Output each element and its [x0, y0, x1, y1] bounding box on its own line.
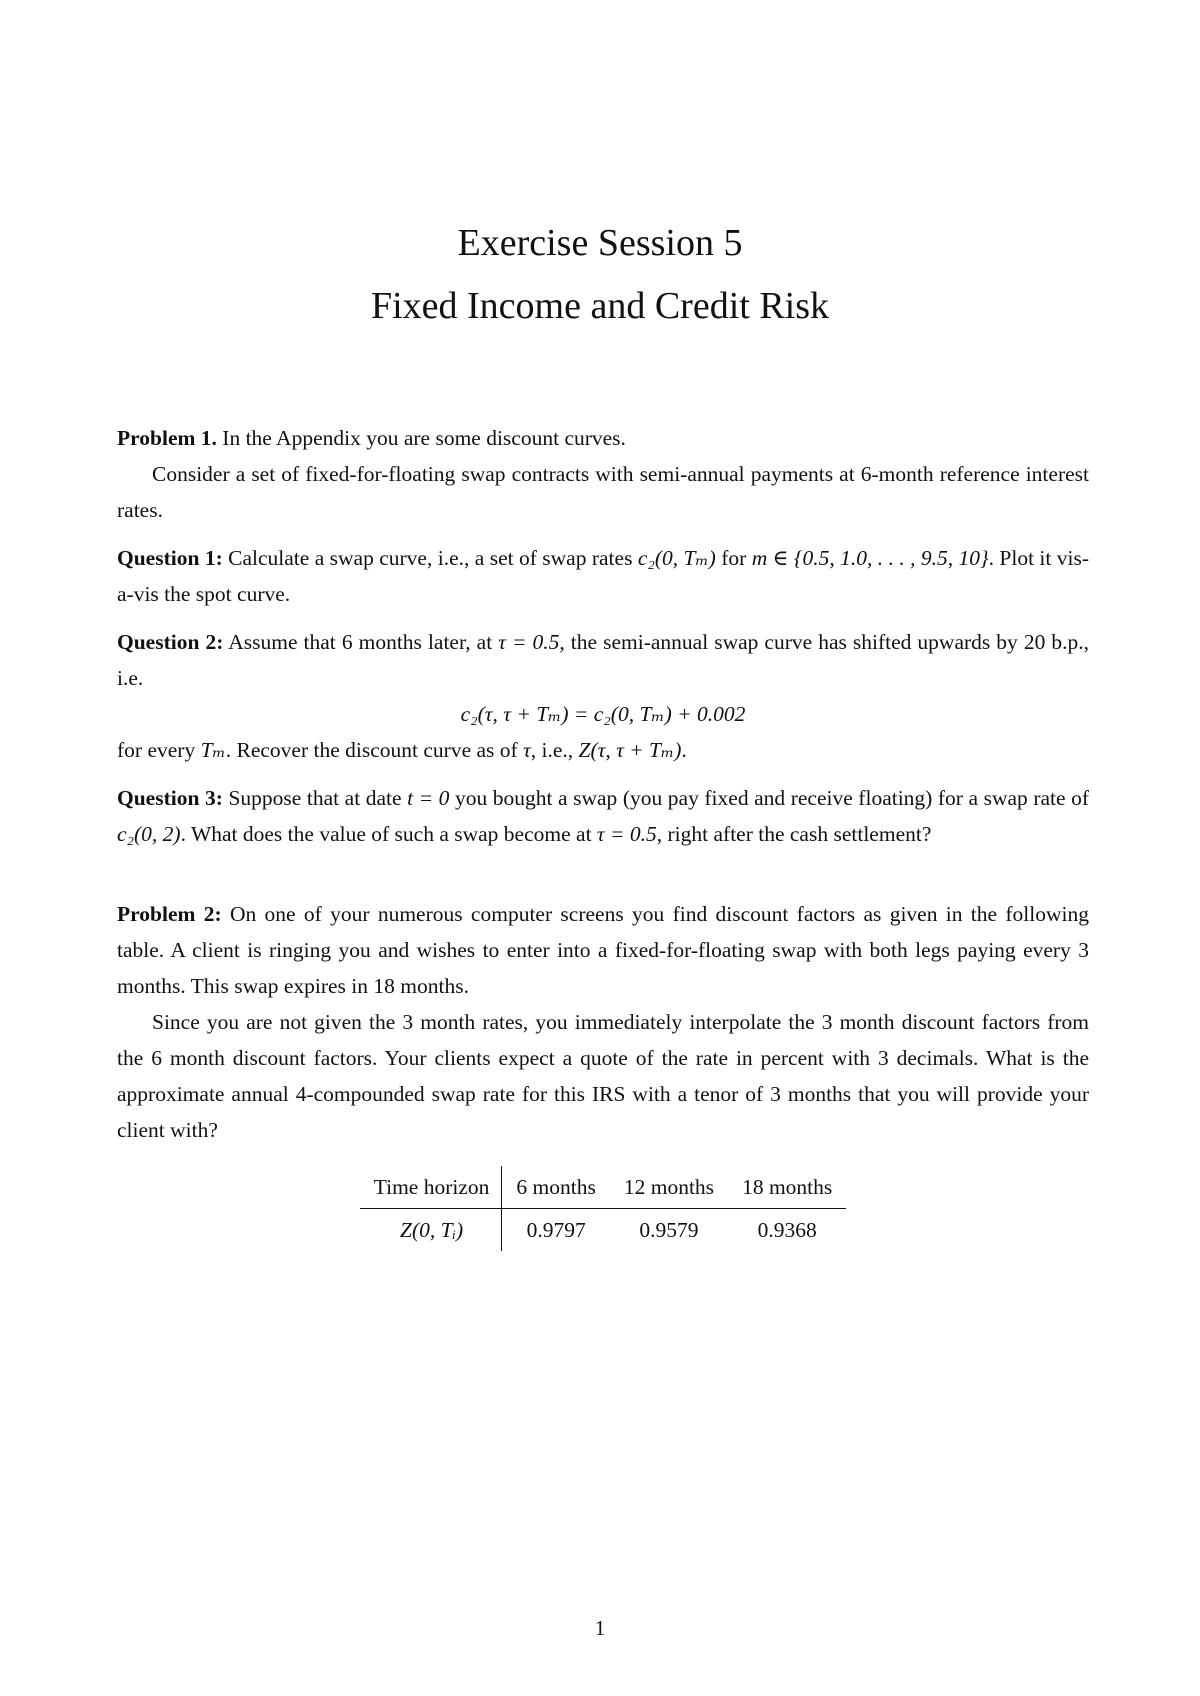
question1-math-swap-rate: c₂(0, Tₘ): [637, 546, 716, 570]
question3-math-t0: t = 0: [407, 786, 450, 810]
question2-label: Question 2:: [117, 630, 224, 654]
table-header-cell: 12 months: [610, 1166, 728, 1209]
question3-text: . What does the value of such a swap become at: [180, 822, 597, 846]
table-header-cell: 6 months: [502, 1166, 610, 1209]
question1-label: Question 1:: [117, 546, 223, 570]
content-body: [117, 420, 1089, 1251]
problem1-label: Problem 1.: [117, 426, 217, 450]
discount-factor-table-wrap: [117, 1166, 1089, 1251]
table-row: [360, 1209, 847, 1252]
problem2-paragraph2: Since you are not given the 3 month rates, you immediately interpolate the 3 month discount factors from the 6 month discount factors. Your clients expect a quote of the rate in percent with 3 decimals. What is the approximate annual 4-compounded swap rate for this IRS with a tenor of 3 months that you will provide your client with?: [117, 1010, 1089, 1142]
problem2-label: Problem 2:: [117, 902, 222, 926]
question3-text: you bought a swap (you pay fixed and receive floating) for a swap rate of: [449, 786, 1090, 810]
question2-math-tau2: τ: [523, 738, 531, 762]
question2-equation: c₂(τ, τ + Tₘ) = c₂(0, Tₘ) + 0.002: [460, 702, 746, 726]
question2: [117, 624, 1089, 696]
question1: [117, 540, 1089, 612]
question3-text: , right after the cash settlement?: [656, 822, 932, 846]
problem2-paragraph1: [117, 896, 1089, 1004]
title-block: [0, 212, 1200, 338]
question1-math-set: m ∈ {0.5, 1.0, . . . , 9.5, 10}: [751, 546, 989, 570]
question3-text: Suppose that at date: [228, 786, 408, 810]
table-row-label: Z(0, Tᵢ): [360, 1209, 502, 1252]
question2-math-discount: Z(τ, τ + Tₘ): [578, 738, 682, 762]
problem1-intro: [117, 420, 1089, 456]
table-cell: 0.9579: [639, 1218, 699, 1242]
table-header-row: [360, 1166, 847, 1209]
question1-text: . Plot it vis-a-vis the spot curve.: [117, 546, 1090, 606]
question2-text: .: [681, 738, 687, 762]
question2-text: , i.e.,: [530, 738, 579, 762]
question1-text: Calculate a swap curve, i.e., a set of swap rates: [228, 546, 638, 570]
question3-math-tau: τ = 0.5: [596, 822, 657, 846]
question2-text: . Recover the discount curve as of: [225, 738, 524, 762]
question2-math-tau: τ = 0.5: [498, 630, 560, 654]
question2-text: Assume that 6 months later, at: [228, 630, 499, 654]
table-header-cell: 18 months: [728, 1166, 846, 1209]
question3-math-rate: c₂(0, 2): [117, 822, 181, 846]
problem2-text1: On one of your numerous computer screens you find discount factors as given in the following table. A client is ringing you and wishes to enter into a fixed-for-floating swap with both legs paying every 3 months. This swap expires in 18 months.: [117, 902, 1089, 998]
table-cell: 0.9368: [757, 1218, 817, 1242]
document-title: Exercise Session 5: [457, 222, 743, 264]
problem1-intro-text: In the Appendix you are some discount curves.: [222, 426, 626, 450]
table-cell: 0.9797: [526, 1218, 586, 1242]
page-number: 1: [594, 1616, 606, 1640]
discount-factor-table: [360, 1166, 847, 1251]
question2-text: for every: [117, 738, 201, 762]
question2-text: , the semi-annual swap curve has shifted upwards by 20 b.p., i.e.: [117, 630, 1089, 690]
question3: [117, 780, 1089, 852]
question3-label: Question 3:: [117, 786, 223, 810]
table-header-cell: Time horizon: [360, 1166, 502, 1209]
problem1-context: Consider a set of fixed-for-floating swap contracts with semi-annual payments at 6-month reference interest rates.: [117, 462, 1089, 522]
question2-continued: [117, 732, 1089, 768]
question1-text: for: [715, 546, 752, 570]
question2-math-tm: Tₘ: [200, 738, 226, 762]
document-subtitle: Fixed Income and Credit Risk: [370, 285, 830, 327]
